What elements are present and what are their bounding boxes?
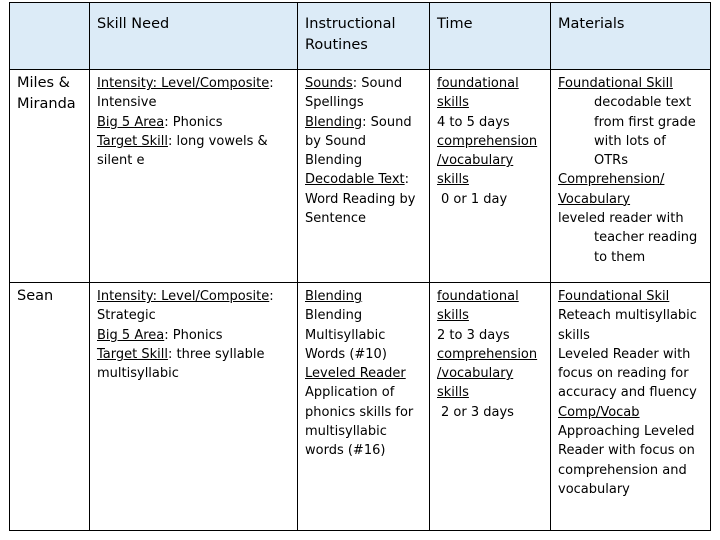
routine-line: Decodable Text: [305,172,410,188]
time-line: comprehension [437,346,538,362]
header-instructional-routines [298,3,430,70]
routine-label: Sounds [305,76,353,91]
materials-line: Comp/Vocab [558,404,640,420]
header-skill-need: Skill Need [90,3,298,70]
target-value: long vowels & [176,133,268,149]
materials-line: Reader with focus on [558,443,695,459]
header-routines-line: Routines [305,37,368,53]
materials-line: with lots of [594,133,666,149]
routine-value: by Sound [305,133,367,149]
materials-line: OTRs [594,153,628,169]
time-line: comprehension [437,133,538,149]
routines-cell [298,70,430,283]
target-label: Target Skill [97,346,168,362]
materials-line: skills [558,327,590,343]
materials-line: accuracy and fluency [558,385,697,401]
header-routines-line: Instructional [305,16,396,32]
routine-line: Words (#10) [305,346,387,362]
routine-line: Leveled Reader [305,366,406,382]
materials-line: Foundational Skil [558,289,670,304]
time-line: 0 or 1 day [441,191,508,207]
target-value: three syllable [176,346,265,362]
header-blank-cell [10,3,90,70]
table-row [10,283,711,531]
area-value: Phonics [172,327,223,343]
student-cell [10,70,90,283]
materials-line: Reteach multisyllabic [558,308,697,324]
materials-line: from first grade [594,114,696,130]
routine-value: Spellings [305,95,364,111]
table-row [10,70,711,283]
routine-label: Decodable Text [305,172,405,188]
materials-line: Leveled Reader with [558,346,691,362]
intensity-value: Strategic [97,308,156,324]
routine-value: Sentence [305,211,366,227]
time-line: 2 to 3 days [437,327,510,343]
intensity-label: Intensity: Level/Composite [97,289,270,304]
materials-line: decodable text [594,95,692,111]
materials-line: focus on reading for [558,366,689,382]
routine-line: phonics skills for [305,404,414,420]
time-cell [430,70,551,283]
target-line: Target Skill: long vowels & [97,133,268,149]
routine-line: Sounds: Sound [305,76,403,91]
routine-label: Blending [305,114,363,130]
materials-line: leveled reader with [558,211,684,227]
materials-line: teacher reading [594,230,698,246]
materials-line: vocabulary [558,481,630,497]
intervention-plan-table [9,2,711,531]
routine-value: Word Reading by [305,191,416,207]
area-line: Big 5 Area: Phonics [97,327,223,343]
materials-line: Foundational Skill [558,76,673,91]
time-line: 2 or 3 days [441,404,514,420]
routine-line: Blending [305,289,363,304]
header-row [10,3,711,70]
target-line: Target Skill: three syllable [97,346,265,362]
routine-line: Application of [305,385,395,401]
intensity-value: Intensive [97,95,157,111]
header-time: Time [430,3,551,70]
skill-need-cell [90,283,298,531]
student-name: Miranda [17,96,76,112]
materials-line: Vocabulary [558,191,631,207]
intensity-label: Intensity: Level/Composite [97,76,270,91]
materials-line: to them [594,249,646,265]
intensity-line: Intensity: Level/Composite: [97,76,274,91]
skill-need-cell [90,70,298,283]
time-line: /vocabulary [437,153,514,169]
materials-line: Comprehension/ [558,172,665,188]
time-line: /vocabulary [437,366,514,382]
area-value: Phonics [172,114,223,130]
student-cell [10,283,90,531]
routine-line: Blending [305,308,363,324]
materials-cell [551,283,711,531]
time-cell [430,283,551,531]
materials-line: comprehension and [558,462,687,478]
routine-value: Blending [305,153,363,169]
time-line: foundational [437,76,519,91]
header-materials: Materials [551,3,711,70]
materials-cell [551,70,711,283]
target-value-cont: multisyllabic [97,366,179,382]
routine-line: words (#16) [305,443,386,459]
time-line: foundational [437,289,519,304]
target-label: Target Skill [97,133,168,149]
routine-line: Multisyllabic [305,327,386,343]
student-name: Sean [17,288,54,304]
intensity-line: Intensity: Level/Composite: [97,289,274,304]
materials-line: Approaching Leveled [558,424,695,440]
routines-cell [298,283,430,531]
area-label: Big 5 Area [97,114,165,130]
student-name: Miles & [17,75,70,91]
time-line: skills [437,172,469,188]
routine-line: multisyllabic [305,424,387,440]
routine-value: Sound [370,114,412,130]
time-line: skills [437,95,469,111]
area-label: Big 5 Area [97,327,165,343]
area-line: Big 5 Area: Phonics [97,114,223,130]
routine-line: Blending: Sound [305,114,412,130]
time-line: skills [437,385,469,401]
time-line: skills [437,308,469,324]
time-line: 4 to 5 days [437,114,510,130]
target-value-cont: silent e [97,153,145,169]
routine-value: Sound [361,76,403,91]
